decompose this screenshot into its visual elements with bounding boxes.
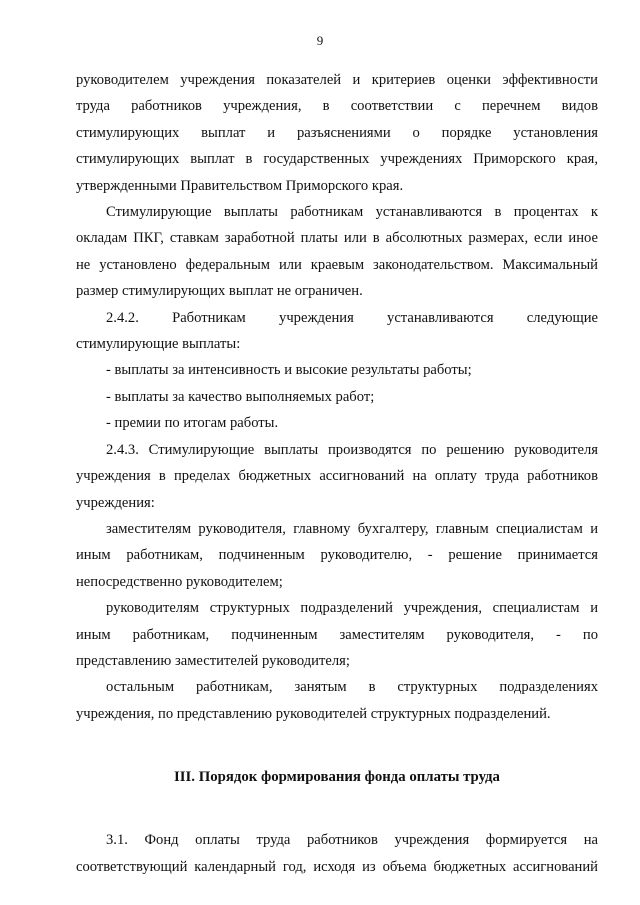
paragraph-2-4-2 — [76, 305, 598, 358]
section-spacer — [76, 727, 598, 765]
text-line: заместителям руководителя, главному бухгалтеру, главным специалистам и — [106, 520, 598, 537]
section-spacer — [76, 789, 598, 827]
paragraph-department-heads — [76, 595, 598, 674]
text-line: стимулирующих выплат в государственных учреждениях Приморского края, — [76, 151, 598, 168]
paragraph-deputies — [76, 516, 598, 595]
text-line: окладам ПКГ, ставкам заработной платы или в абсолютных размерах, если иное — [76, 230, 598, 247]
text-line: учреждения, по представлению руководителей структурных подразделений. — [76, 705, 551, 722]
text-line: Стимулирующие выплаты работникам устанавливаются в процентах к — [106, 204, 598, 221]
text-line: 3.1. Фонд оплаты труда работников учреждения формируется на — [106, 832, 598, 849]
paragraph-criteria-continuation — [76, 67, 598, 199]
page-content — [76, 67, 598, 880]
text-line: иным работникам, подчиненным заместителям руководителя, - по — [76, 626, 598, 643]
text-line: не установлено федеральным или краевым законодательством. Максимальный — [76, 256, 598, 273]
text-line: 2.4.3. Стимулирующие выплаты производятся по решению руководителя — [106, 441, 598, 458]
text-line: размер стимулирующих выплат не ограничен. — [76, 283, 363, 300]
paragraph-percent-payments — [76, 199, 598, 305]
paragraph-2-4-3 — [76, 437, 598, 516]
text-line: учреждения: — [76, 494, 155, 511]
text-line: иным работникам, подчиненным руководителю, - решение принимается — [76, 547, 598, 564]
text-line: непосредственно руководителем; — [76, 573, 283, 590]
text-line: 2.4.2. Работникам учреждения устанавливаются следующие — [106, 309, 598, 326]
list-item: - премии по итогам работы. — [106, 415, 279, 432]
paragraph-other-workers — [76, 674, 598, 727]
text-line: соответствующий календарный год, исходя из объема бюджетных ассигнований — [76, 858, 598, 875]
text-line: остальным работникам, занятым в структурных подразделениях — [106, 679, 598, 696]
text-line: руководителем учреждения показателей и критериев оценки эффективности — [76, 72, 598, 88]
section-heading: III. Порядок формирования фонда оплаты труда — [174, 769, 500, 786]
list-item: - выплаты за интенсивность и высокие результаты работы; — [106, 362, 472, 379]
text-line: учреждения в пределах бюджетных ассигнований на оплату труда работников — [76, 468, 598, 485]
text-line: труда работников учреждения, в соответствии с перечнем видов — [76, 98, 598, 115]
text-line: представлению заместителей руководителя; — [76, 652, 350, 669]
list-stimulating-payments — [76, 357, 598, 436]
text-line: стимулирующих выплат и разъяснениями о порядке установления — [76, 124, 598, 141]
text-line: утвержденными Правительством Приморского края. — [76, 177, 404, 194]
text-line: руководителям структурных подразделений учреждения, специалистам и — [106, 600, 598, 617]
paragraph-3-1 — [76, 827, 598, 880]
text-line: стимулирующие выплаты: — [76, 336, 241, 353]
page-number: 9 — [316, 33, 324, 48]
list-item: - выплаты за качество выполняемых работ; — [106, 388, 375, 405]
